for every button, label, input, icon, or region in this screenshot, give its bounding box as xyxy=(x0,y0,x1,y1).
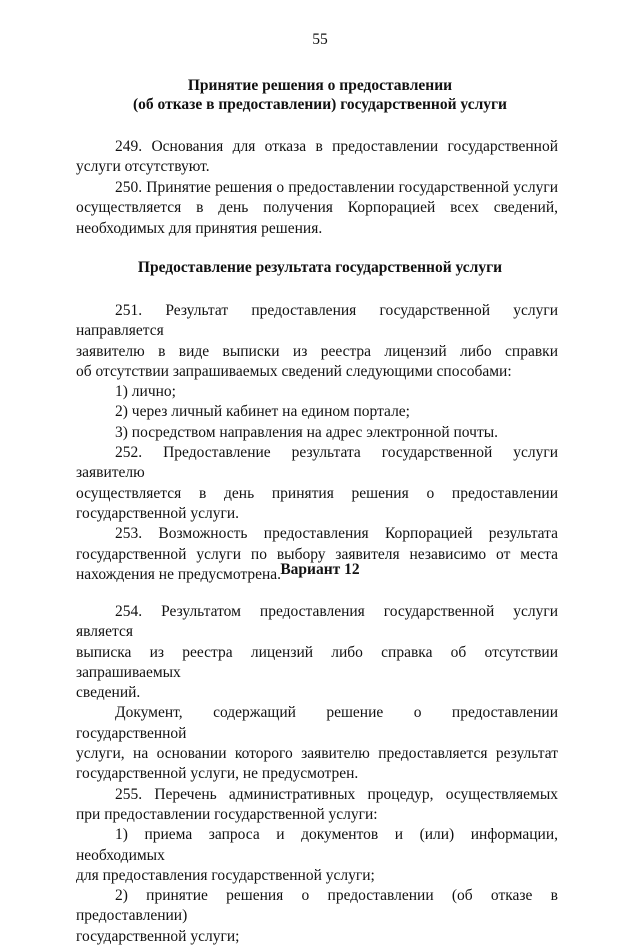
heading-line: Принятие решения о предоставлении xyxy=(187,77,453,94)
list-item: 1) приема запроса и документов и (или) информации, необходимых xyxy=(76,826,558,864)
paragraph-line: сведений. xyxy=(76,684,141,702)
paragraph-line: государственной услуги по выбору заявителя независимо от места xyxy=(76,545,558,563)
paragraph-251 xyxy=(76,301,558,585)
paragraph-line: заявителю в виде выписки из реестра лицензий либо справки xyxy=(76,342,558,360)
list-item: 3) посредством направления на адрес электронной почты. xyxy=(115,423,499,441)
paragraph-line: государственной услуги. xyxy=(76,504,239,522)
paragraph-line: необходимых для принятия решения. xyxy=(76,219,323,237)
section-heading-result: Предоставление результата государственной услуги xyxy=(137,259,503,276)
paragraph-250 xyxy=(76,178,558,239)
paragraph-line: нахождения не предусмотрена. xyxy=(76,565,282,583)
paragraph-line: 251. Результат предоставления государственной услуги направляется xyxy=(76,302,558,340)
list-item: 2) принятие решения о предоставлении (об отказе в предоставлении) xyxy=(76,887,558,925)
page-number: 55 xyxy=(312,31,328,48)
paragraph-line: 254. Результатом предоставления государственной услуги является xyxy=(76,603,558,641)
paragraph-line: осуществляется в день принятия решения о предоставлении xyxy=(76,484,558,502)
section-heading-variant: Вариант 12 xyxy=(280,561,360,578)
list-item: государственной услуги; xyxy=(76,927,240,945)
paragraph-line: об отсутствии запрашиваемых сведений следующими способами: xyxy=(76,362,512,380)
paragraph-line: при предоставлении государственной услуги: xyxy=(76,805,378,823)
section-heading-decision xyxy=(0,76,640,114)
paragraph-line: 253. Возможность предоставления Корпорацией результата xyxy=(115,525,558,543)
paragraph-line: осуществляется в день получения Корпорацией всех сведений, xyxy=(76,199,558,217)
list-item: для предоставления государственной услуги; xyxy=(76,866,375,884)
paragraph-line: Документ, содержащий решение о предоставлении государственной xyxy=(76,704,558,742)
paragraph-254 xyxy=(76,602,558,947)
paragraph-line: 250. Принятие решения о предоставлении государственной услуги xyxy=(115,179,558,196)
list-item: 2) через личный кабинет на едином портале; xyxy=(115,403,410,421)
paragraph-line: выписка из реестра лицензий либо справка об отсутствии запрашиваемых xyxy=(76,643,558,681)
paragraph-line: 252. Предоставление результата государственной услуги заявителю xyxy=(76,444,558,482)
paragraph-249 xyxy=(76,137,558,178)
list-item: 1) лично; xyxy=(115,383,176,401)
paragraph-line: государственной услуги, не предусмотрен. xyxy=(76,765,359,783)
heading-line: (об отказе в предоставлении) государственной услуги xyxy=(133,96,507,113)
paragraph-text: 249. Основания для отказа в предоставлении государственной услуги отсутствуют. xyxy=(76,138,558,176)
paragraph-line: 255. Перечень административных процедур, осуществляемых xyxy=(115,785,558,803)
paragraph-line: услуги, на основании которого заявителю предоставляется результат xyxy=(76,745,558,763)
